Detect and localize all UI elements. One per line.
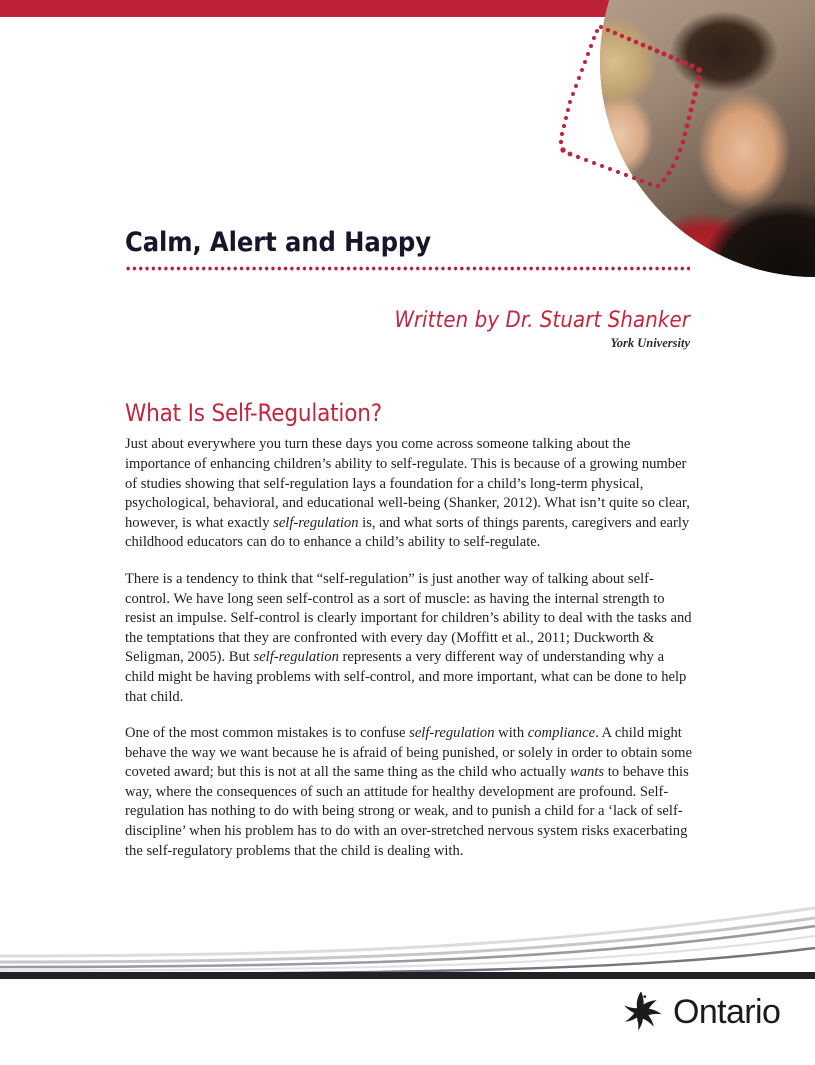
byline-author: Written by Dr. Stuart Shanker (394, 308, 690, 333)
ontario-logo (622, 986, 792, 1038)
paragraph-list (125, 435, 693, 861)
emphasis-text: self-regulation (409, 725, 495, 742)
byline-affiliation: York University (610, 336, 690, 351)
trillium-icon (622, 989, 670, 1035)
emphasis-text: self-regulation (273, 514, 359, 531)
masthead (125, 228, 695, 271)
body-text: with (494, 725, 528, 742)
body-text: One of the most common mistakes is to confuse (125, 725, 410, 742)
article-body (125, 400, 693, 861)
ontario-wordmark: Ontario (673, 993, 781, 1031)
body-text: represents a very different way of understanding why a child might be having problems with self-control, and more important, what can be done to help that child. (125, 649, 687, 705)
byline (125, 308, 690, 351)
emphasis-text: wants (570, 764, 605, 781)
body-text: There is a tendency to think that “self-regulation” is just another way of talking about self-control. We have long seen self-control as a sort of muscle: as having the internal strength to resist an impulse. Self-control is clearly important for children’s ability to deal with the tasks and the temptations that they are confronted with every day (Moffitt et al., 2011; Duckworth & Seligman, 2005). But (125, 570, 692, 666)
section-heading: What Is Self-Regulation? (125, 399, 382, 427)
body-paragraph (125, 724, 693, 861)
page-title: Calm, Alert and Happy (125, 227, 431, 258)
body-paragraph (125, 435, 693, 553)
body-text: Just about everywhere you turn these days you come across someone talking about the importance of enhancing children’s ability to self-regulate. This is because of a growing number of studies showing that self-regulation lays a foundation for a child’s long-term physical, psychological, behavioral, and educational well-being (Shanker, 2012). What isn’t quite so clear, however, is what exactly (125, 436, 690, 531)
footer-dark-bar (0, 972, 815, 979)
body-paragraph (125, 570, 693, 707)
body-text: . A child might behave the way we want because he is afraid of being punished, or solely in order to obtain some coveted award; but this is not at all the same thing as the child who actually (125, 725, 692, 781)
body-text: is, and what sorts of things parents, caregivers and early childhood educators can do to enhance a child’s ability to self-regulate. (125, 514, 690, 551)
dotted-divider (125, 266, 690, 271)
emphasis-text: self-regulation (253, 649, 339, 666)
footer-swoosh-decoration (0, 900, 815, 982)
body-text: to behave this way, where the consequences of such an attitude for healthy development are profound. Self-regulation has nothing to do with being strong or weak, and to punish a child for a ‘lack of self-discipline’ when his problem has to do with an over-stretched nervous system risks exacerbating the self-regulatory problems that the child is dealing with. (125, 764, 689, 859)
emphasis-text: compliance (527, 725, 596, 742)
